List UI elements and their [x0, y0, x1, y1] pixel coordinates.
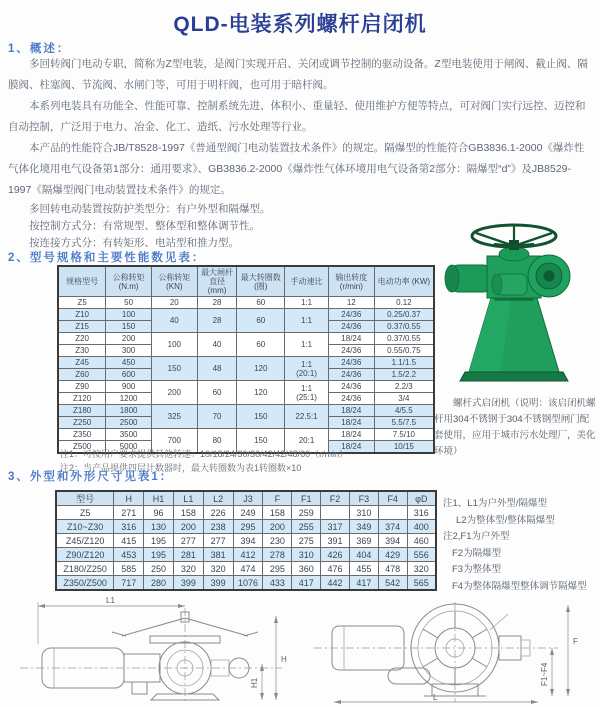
table-cell: 600 — [106, 369, 152, 381]
paragraph: 多回转电动装置按防护类型分：有户外型和隔爆型。 — [29, 203, 271, 215]
col-header: H1 — [144, 491, 174, 506]
col-header: H — [114, 491, 144, 506]
table-cell: 60 — [237, 297, 285, 309]
paragraph: 按连接方式分：有转矩形、电站型和推力型。 — [29, 237, 239, 249]
table-cell: 417 — [349, 576, 378, 591]
ratio-line: 1:1 — [300, 359, 313, 369]
table-cell: 3500 — [106, 429, 152, 441]
col-header: F4 — [378, 491, 407, 506]
table-cell: 120 — [237, 381, 285, 405]
table-cell: 442 — [321, 576, 350, 591]
table-cell: 20:1 — [285, 429, 329, 454]
top-view-drawing — [300, 596, 600, 707]
table-cell: 565 — [407, 576, 436, 591]
table-cell: 0.25/0.37 — [374, 309, 434, 321]
table-cell: 200 — [173, 520, 203, 534]
col-header: 手动速比 — [285, 266, 329, 297]
table-cell: 900 — [106, 381, 152, 393]
table-cell: 5.5/7.5 — [374, 417, 434, 429]
table-cell: 320 — [203, 562, 233, 576]
table-cell: 412 — [233, 548, 263, 562]
col-header: 输出转度 (r/min) — [328, 266, 374, 297]
table-cell: 360 — [292, 562, 321, 576]
paragraph: 本系列电装具有功能全、性能可靠、控制系统先进、体积小、重量轻、使用维护方便等特点，可对阀门实行远控、迈控和自动控制，广泛用于电力、冶金、化工、造纸、污水处理等行业。 — [8, 100, 586, 133]
table-cell: 60 — [237, 309, 285, 333]
table-cell: 429 — [378, 548, 407, 562]
table-cell: 24/36 — [328, 321, 374, 333]
table-cell — [321, 506, 350, 520]
note-line: L2为整体型/整体隔爆型 — [456, 514, 555, 526]
table-cell: 10/15 — [374, 441, 434, 454]
page-title: QLD-电装系列螺杆启闭机 — [173, 13, 427, 36]
table-cell: Z180/Z250 — [56, 562, 114, 576]
col-header: L1 — [173, 491, 203, 506]
table-cell: 24/36 — [328, 369, 374, 381]
table-cell: 310 — [349, 506, 378, 520]
table-cell: 0.12 — [374, 297, 434, 309]
table-cell: 18/24 — [328, 405, 374, 417]
table-cell: Z5 — [58, 297, 106, 309]
table-cell: 70 — [197, 405, 237, 429]
table-cell: 316 — [114, 520, 144, 534]
col-header: F1 — [292, 491, 321, 506]
table-cell: 277 — [173, 534, 203, 548]
table-cell: 1200 — [106, 393, 152, 405]
dimension-drawings — [0, 596, 600, 707]
table-cell: 556 — [407, 548, 436, 562]
table-header-row — [56, 491, 436, 506]
table-cell: 316 — [407, 506, 436, 520]
side-view-drawing — [0, 596, 300, 707]
table-row — [56, 534, 436, 548]
col-header: φD — [407, 491, 436, 506]
ratio-line: 1:1 — [300, 383, 313, 393]
table-cell: 60 — [237, 333, 285, 357]
table-cell: 455 — [349, 562, 378, 576]
col-header: J3 — [233, 491, 263, 506]
table-cell: 271 — [114, 506, 144, 520]
table-cell: 400 — [407, 520, 436, 534]
note-line: 注2,F1为户外型 — [443, 531, 510, 542]
col-header: 公称转矩 (N.m) — [106, 266, 152, 297]
table-row — [58, 357, 434, 369]
table-cell: 18/24 — [328, 417, 374, 429]
table-row — [56, 548, 436, 562]
photo-caption: 螺杆式启闭机（说明：该启闭机螺杆用304不锈钢于304不锈钢型闸门配套使用，应用于城市污水处理厂，美化环境） — [434, 398, 596, 457]
table-cell: 0.37/0.55 — [374, 321, 434, 333]
table-row — [56, 506, 436, 520]
table-cell: 1:1 — [285, 297, 329, 309]
note-line: F4为整体隔爆型整体调节隔爆型 — [452, 580, 587, 592]
table-cell: 394 — [233, 534, 263, 548]
table-cell: 230 — [263, 534, 292, 548]
table-cell: 12 — [328, 297, 374, 309]
table-cell: 320 — [407, 562, 436, 576]
table-cell: 0.55/0.75 — [374, 345, 434, 357]
table-cell: 22.5:1 — [285, 405, 329, 429]
table-cell: 295 — [233, 520, 263, 534]
table-cell: 381 — [203, 548, 233, 562]
table-cell: 200 — [151, 381, 197, 405]
paragraph: 按控制方式分：有常规型、整体型和整体调节性。 — [29, 220, 260, 232]
table-cell: 295 — [263, 562, 292, 576]
table-cell: 28 — [197, 309, 237, 333]
table-cell: 249 — [233, 506, 263, 520]
table-cell: 4/5.5 — [374, 405, 434, 417]
dim-label: H — [281, 655, 287, 664]
table-cell: 369 — [349, 534, 378, 548]
table-row — [56, 562, 436, 576]
table-cell: 277 — [203, 534, 233, 548]
table-cell: 24/36 — [328, 309, 374, 321]
note-line: F3为整体型 — [452, 564, 502, 575]
note-line: 注1：可按用户要求提供其他转速：10/18/24/30/36/42/42/48/60（r/min） — [60, 449, 349, 459]
dim-label: L — [433, 693, 438, 702]
table-cell: 195 — [144, 548, 174, 562]
table-cell: 150 — [151, 357, 197, 381]
ratio-line: (20:1) — [296, 368, 317, 378]
table-cell: 474 — [233, 562, 263, 576]
col-header: L2 — [203, 491, 233, 506]
table-cell: 310 — [292, 548, 321, 562]
table-cell: 585 — [114, 562, 144, 576]
table-cell: 158 — [263, 506, 292, 520]
table-cell: Z45/Z120 — [56, 534, 114, 548]
table-cell: 24/36 — [328, 345, 374, 357]
table-cell: 415 — [114, 534, 144, 548]
table-cell — [378, 506, 407, 520]
table-row — [58, 405, 434, 417]
table-cell: 417 — [292, 576, 321, 591]
table-cell: 48 — [197, 357, 237, 381]
table-cell — [285, 381, 329, 405]
ratio-line: (25:1) — [296, 392, 317, 402]
table-cell: 394 — [378, 534, 407, 548]
table-cell: Z5 — [56, 506, 114, 520]
note-line: F2为隔爆型 — [452, 547, 502, 559]
note-line: 注2：当产品提供四层计数器时，最大转圈数为表1转圈数×10 — [60, 463, 302, 473]
col-header: F3 — [349, 491, 378, 506]
table-cell: 80 — [197, 429, 237, 454]
table-cell: 28 — [197, 297, 237, 309]
table-cell: 374 — [378, 520, 407, 534]
table-cell: 158 — [173, 506, 203, 520]
table-cell: 250 — [144, 562, 174, 576]
table-cell: 18/24 — [328, 429, 374, 441]
table-cell: 1:1 — [285, 309, 329, 333]
col-header: 最大闸杆直径 (mm) — [197, 266, 237, 297]
table-cell: Z350 — [58, 429, 106, 441]
table-cell: Z20 — [58, 333, 106, 345]
table-cell: Z60 — [58, 369, 106, 381]
table-cell: 317 — [321, 520, 350, 534]
table-cell: 281 — [173, 548, 203, 562]
table-cell: 200 — [106, 333, 152, 345]
table-cell: Z250 — [58, 417, 106, 429]
col-header: 公称转矩 (KN) — [151, 266, 197, 297]
table-cell: 100 — [151, 333, 197, 357]
table-cell: 24/36 — [328, 357, 374, 369]
table-row — [58, 429, 434, 441]
table-cell: 280 — [144, 576, 174, 591]
performance-table-wrap — [57, 265, 435, 454]
table-cell: 18/24 — [328, 333, 374, 345]
col-header: 电动功率 (KW) — [374, 266, 434, 297]
table-cell: 96 — [144, 506, 174, 520]
paragraph: 本产品的性能符合JB/T8528-1997《普通型阀门电动装置技术条件》的规定。隔爆型的性能符合GB3836.1-2000《爆炸性气体化境用电气设备第1部分：通用要求》、GB3836.2-2000《爆炸性气体环境用电气设备第2部分：隔爆型“d”》及JB8529-1997《隔爆型阀门电动装置技术条件》的规定。 — [8, 142, 585, 196]
table-cell: 40 — [151, 309, 197, 333]
table-cell: 1:1 — [285, 333, 329, 357]
table-cell: 275 — [292, 534, 321, 548]
table-cell: 150 — [237, 429, 285, 454]
col-header: 型号 — [56, 491, 114, 506]
table-row — [58, 381, 434, 393]
table-cell: 18/24 — [328, 441, 374, 454]
table-cell: 399 — [173, 576, 203, 591]
table-cell: Z500 — [58, 441, 106, 454]
table-cell: Z350/Z500 — [56, 576, 114, 591]
table-cell: 325 — [151, 405, 197, 429]
col-header: F2 — [321, 491, 350, 506]
table-cell: Z15 — [58, 321, 106, 333]
table-cell: 1.5/2.2 — [374, 369, 434, 381]
table-cell: 195 — [144, 534, 174, 548]
table-cell: 2.2/3 — [374, 381, 434, 393]
table-cell: 3/4 — [374, 393, 434, 405]
table-cell: 24/36 — [328, 381, 374, 393]
dim-label: F1~F4 — [540, 662, 549, 686]
table-cell: 130 — [144, 520, 174, 534]
table-row — [58, 333, 434, 345]
table-row — [58, 297, 434, 309]
table-cell: 100 — [106, 309, 152, 321]
table2-notes — [443, 496, 598, 595]
product-photo-block — [434, 216, 598, 460]
table-header-row — [58, 266, 434, 297]
table-cell: Z45 — [58, 357, 106, 369]
table-cell: 476 — [321, 562, 350, 576]
table-row — [58, 309, 434, 321]
table-row — [56, 520, 436, 534]
performance-table — [57, 265, 435, 454]
table-cell: 238 — [203, 520, 233, 534]
table-cell: 300 — [106, 345, 152, 357]
section3-heading: 3、外型和外形尺寸见表1： — [8, 471, 174, 483]
table-cell — [285, 357, 329, 381]
table-cell: Z30 — [58, 345, 106, 357]
note-line: 注1、L1为户外型/隔爆型 — [443, 498, 547, 509]
table-cell: 2500 — [106, 417, 152, 429]
paragraph: 多回转阀门电动专职，简称为Z型电装，是阀门实现开启、关闭或调节控制的驱动设备。Z型电装使用于闸阀、截止阀、隔膜阀、柱塞阀、节流阀、水闸门等，可用于明杆阀，也可用于暗杆阀。 — [8, 58, 588, 91]
table-cell: Z90 — [58, 381, 106, 393]
dim-label: F — [573, 637, 578, 646]
table-cell: 391 — [321, 534, 350, 548]
table-cell: 200 — [263, 520, 292, 534]
table-cell: 453 — [114, 548, 144, 562]
dim-label: L1 — [106, 596, 115, 605]
table-cell: 717 — [114, 576, 144, 591]
table-cell: 1076 — [233, 576, 263, 591]
table-cell: 226 — [203, 506, 233, 520]
table-cell: 450 — [106, 357, 152, 369]
table-cell: 0.37/0.55 — [374, 333, 434, 345]
table-cell: 60 — [197, 381, 237, 405]
dimension-table-wrap — [55, 490, 437, 591]
table-cell: Z10 — [58, 309, 106, 321]
product-photo — [434, 216, 594, 388]
table-cell: 150 — [237, 405, 285, 429]
table-cell: 404 — [349, 548, 378, 562]
table-cell: 320 — [173, 562, 203, 576]
section1-heading: 1、概述： — [8, 43, 71, 55]
table-cell: 7.5/10 — [374, 429, 434, 441]
table-cell: 24/36 — [328, 393, 374, 405]
table-cell: 478 — [378, 562, 407, 576]
table-cell: 120 — [237, 357, 285, 381]
table-cell: 460 — [407, 534, 436, 548]
table-cell: 399 — [203, 576, 233, 591]
table-cell: 278 — [263, 548, 292, 562]
table-cell: Z180 — [58, 405, 106, 417]
table-cell: Z90/Z120 — [56, 548, 114, 562]
table-cell: 5000 — [106, 441, 152, 454]
table-cell: 20 — [151, 297, 197, 309]
table-cell: Z120 — [58, 393, 106, 405]
table-cell: Z10~Z30 — [56, 520, 114, 534]
dimension-table — [55, 490, 437, 591]
table-cell: 542 — [378, 576, 407, 591]
table-cell: 700 — [151, 429, 197, 454]
table-cell: 1.1/1.5 — [374, 357, 434, 369]
table-cell: 433 — [263, 576, 292, 591]
table-row — [56, 576, 436, 591]
col-header: 规格型号 — [58, 266, 106, 297]
section2-heading: 2、型号规格和主要性能数见表： — [8, 252, 206, 264]
table-cell: 150 — [106, 321, 152, 333]
table-cell: 40 — [197, 333, 237, 357]
col-header: F — [263, 491, 292, 506]
col-header: 最大转圈数 (圈) — [237, 266, 285, 297]
table-cell: 349 — [349, 520, 378, 534]
table-cell: 1800 — [106, 405, 152, 417]
table-cell: 255 — [292, 520, 321, 534]
dim-label: H1 — [250, 677, 259, 688]
table-cell: 259 — [292, 506, 321, 520]
table-cell: 50 — [106, 297, 152, 309]
table-cell: 426 — [321, 548, 350, 562]
